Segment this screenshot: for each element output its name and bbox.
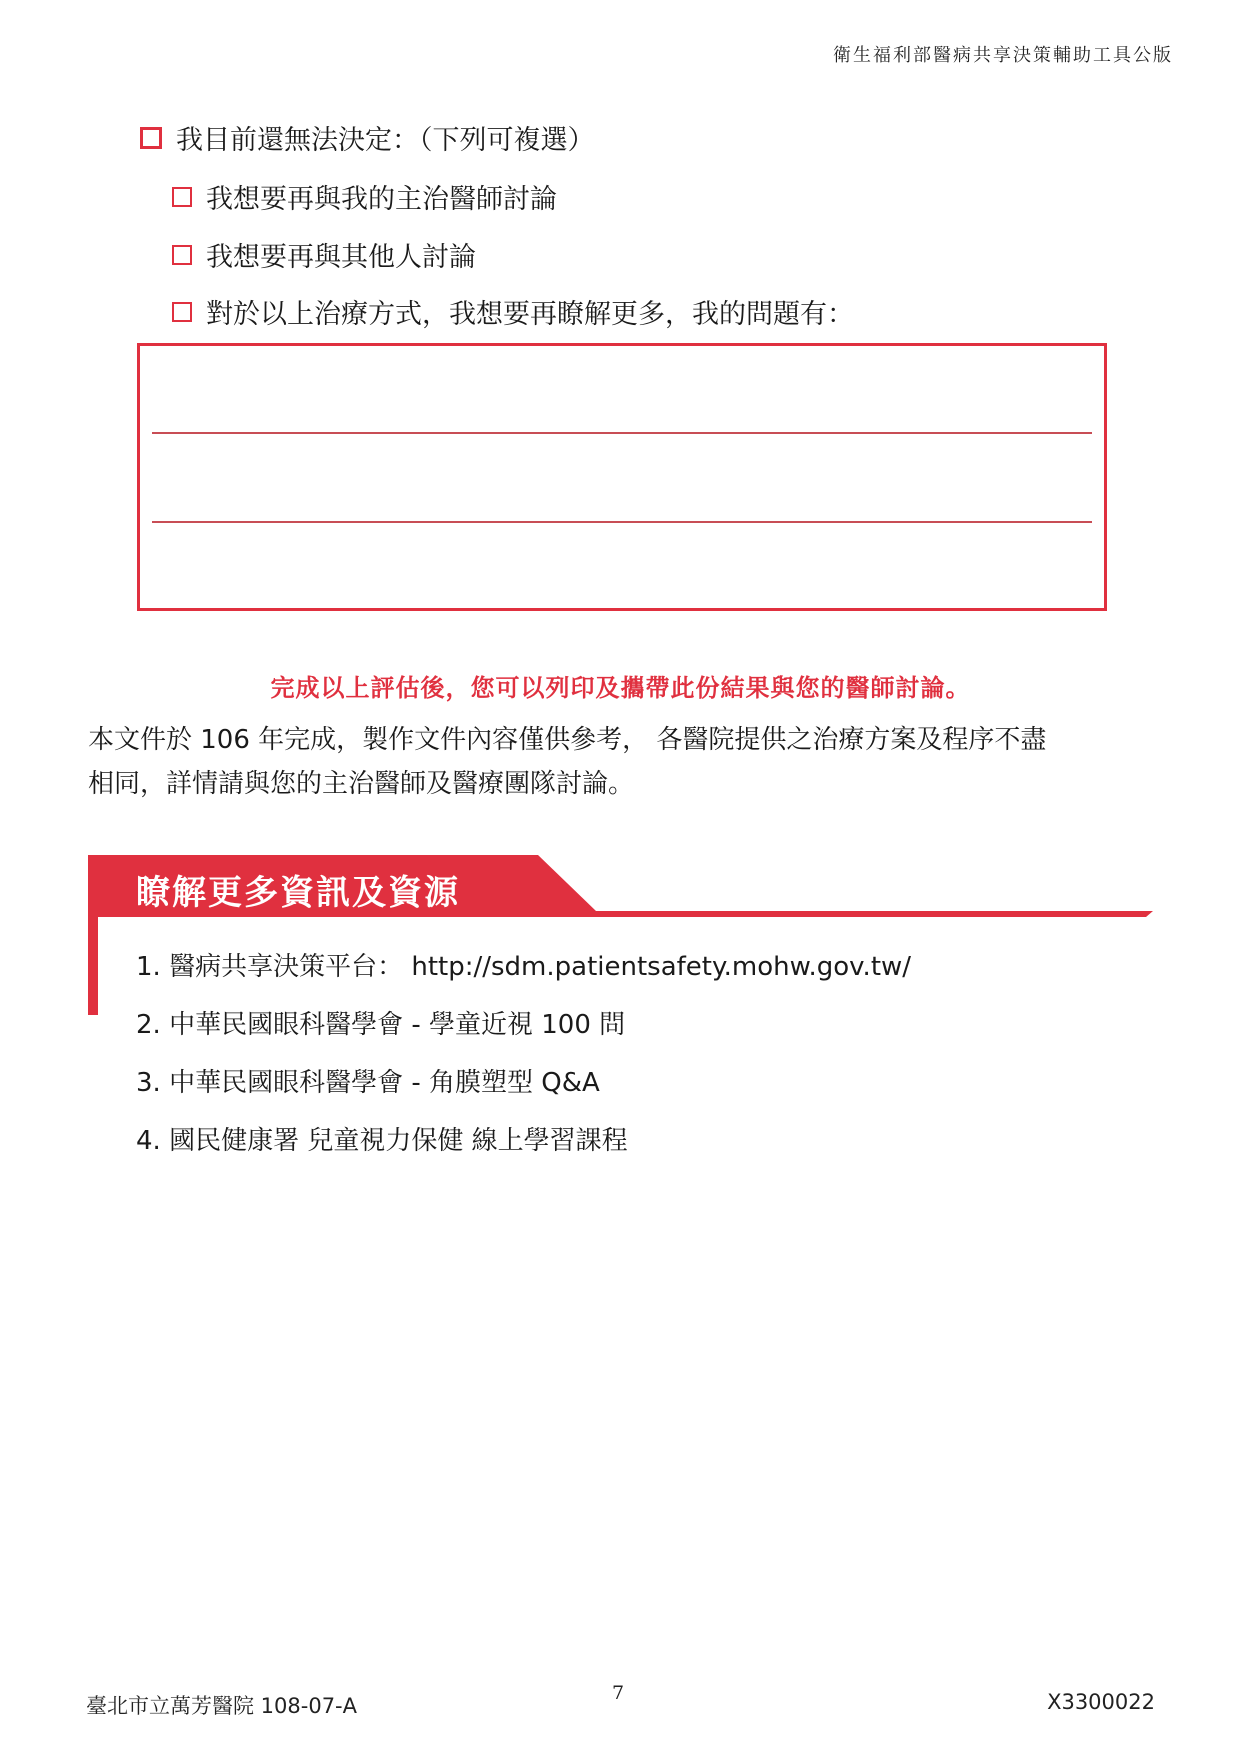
option-learn-more[interactable] [172,292,854,331]
disclaimer-paragraph [88,718,1168,806]
checkbox-undecided[interactable] [140,127,162,149]
checkbox-discuss-others[interactable] [172,245,192,265]
resource-item-vision-course[interactable]: 4. 國民健康署 兒童視力保健 線上學習課程 [136,1126,628,1156]
questions-box[interactable] [137,343,1107,611]
option-undecided-label: 我目前還無法決定：（下列可複選） [176,125,595,156]
resource-item-sdm-platform[interactable]: 1. 醫病共享決策平台： http://sdm.patientsafety.mohw.gov.tw/ [136,952,912,982]
question-line [152,432,1092,434]
resource-item-ortho-k-qa[interactable]: 3. 中華民國眼科醫學會 - 角膜塑型 Q&A [136,1068,600,1098]
page-number: 7 [612,1682,625,1704]
checkbox-learn-more[interactable] [172,302,192,322]
disclaimer-line-2: 相同，詳情請與您的主治醫師及醫療團隊討論。 [88,769,635,799]
question-line [152,521,1092,523]
footer-hospital: 臺北市立萬芳醫院 108-07-A [86,1694,357,1718]
option-discuss-others[interactable] [172,235,476,274]
header-title: 衛生福利部醫病共享決策輔助工具公版 [833,45,1173,66]
resource-item-myopia-qa[interactable]: 2. 中華民國眼科醫學會 - 學童近視 100 問 [136,1010,626,1040]
option-learn-more-label: 對於以上治療方式，我想要再瞭解更多，我的問題有： [206,299,854,330]
disclaimer-line-1: 本文件於 106 年完成，製作文件內容僅供參考， 各醫院提供之治療方案及程序不盡 [88,725,1047,755]
footer-doc-code: X3300022 [1047,1690,1155,1714]
option-undecided[interactable] [140,118,595,157]
option-discuss-doctor[interactable] [172,177,557,216]
completion-notice: 完成以上評估後，您可以列印及攜帶此份結果與您的醫師討論。 [270,674,971,702]
resources-title: 瞭解更多資訊及資源 [136,873,460,913]
resources-section [88,855,1153,1015]
checkbox-discuss-doctor[interactable] [172,187,192,207]
option-discuss-others-label: 我想要再與其他人討論 [206,242,476,273]
option-discuss-doctor-label: 我想要再與我的主治醫師討論 [206,184,557,215]
